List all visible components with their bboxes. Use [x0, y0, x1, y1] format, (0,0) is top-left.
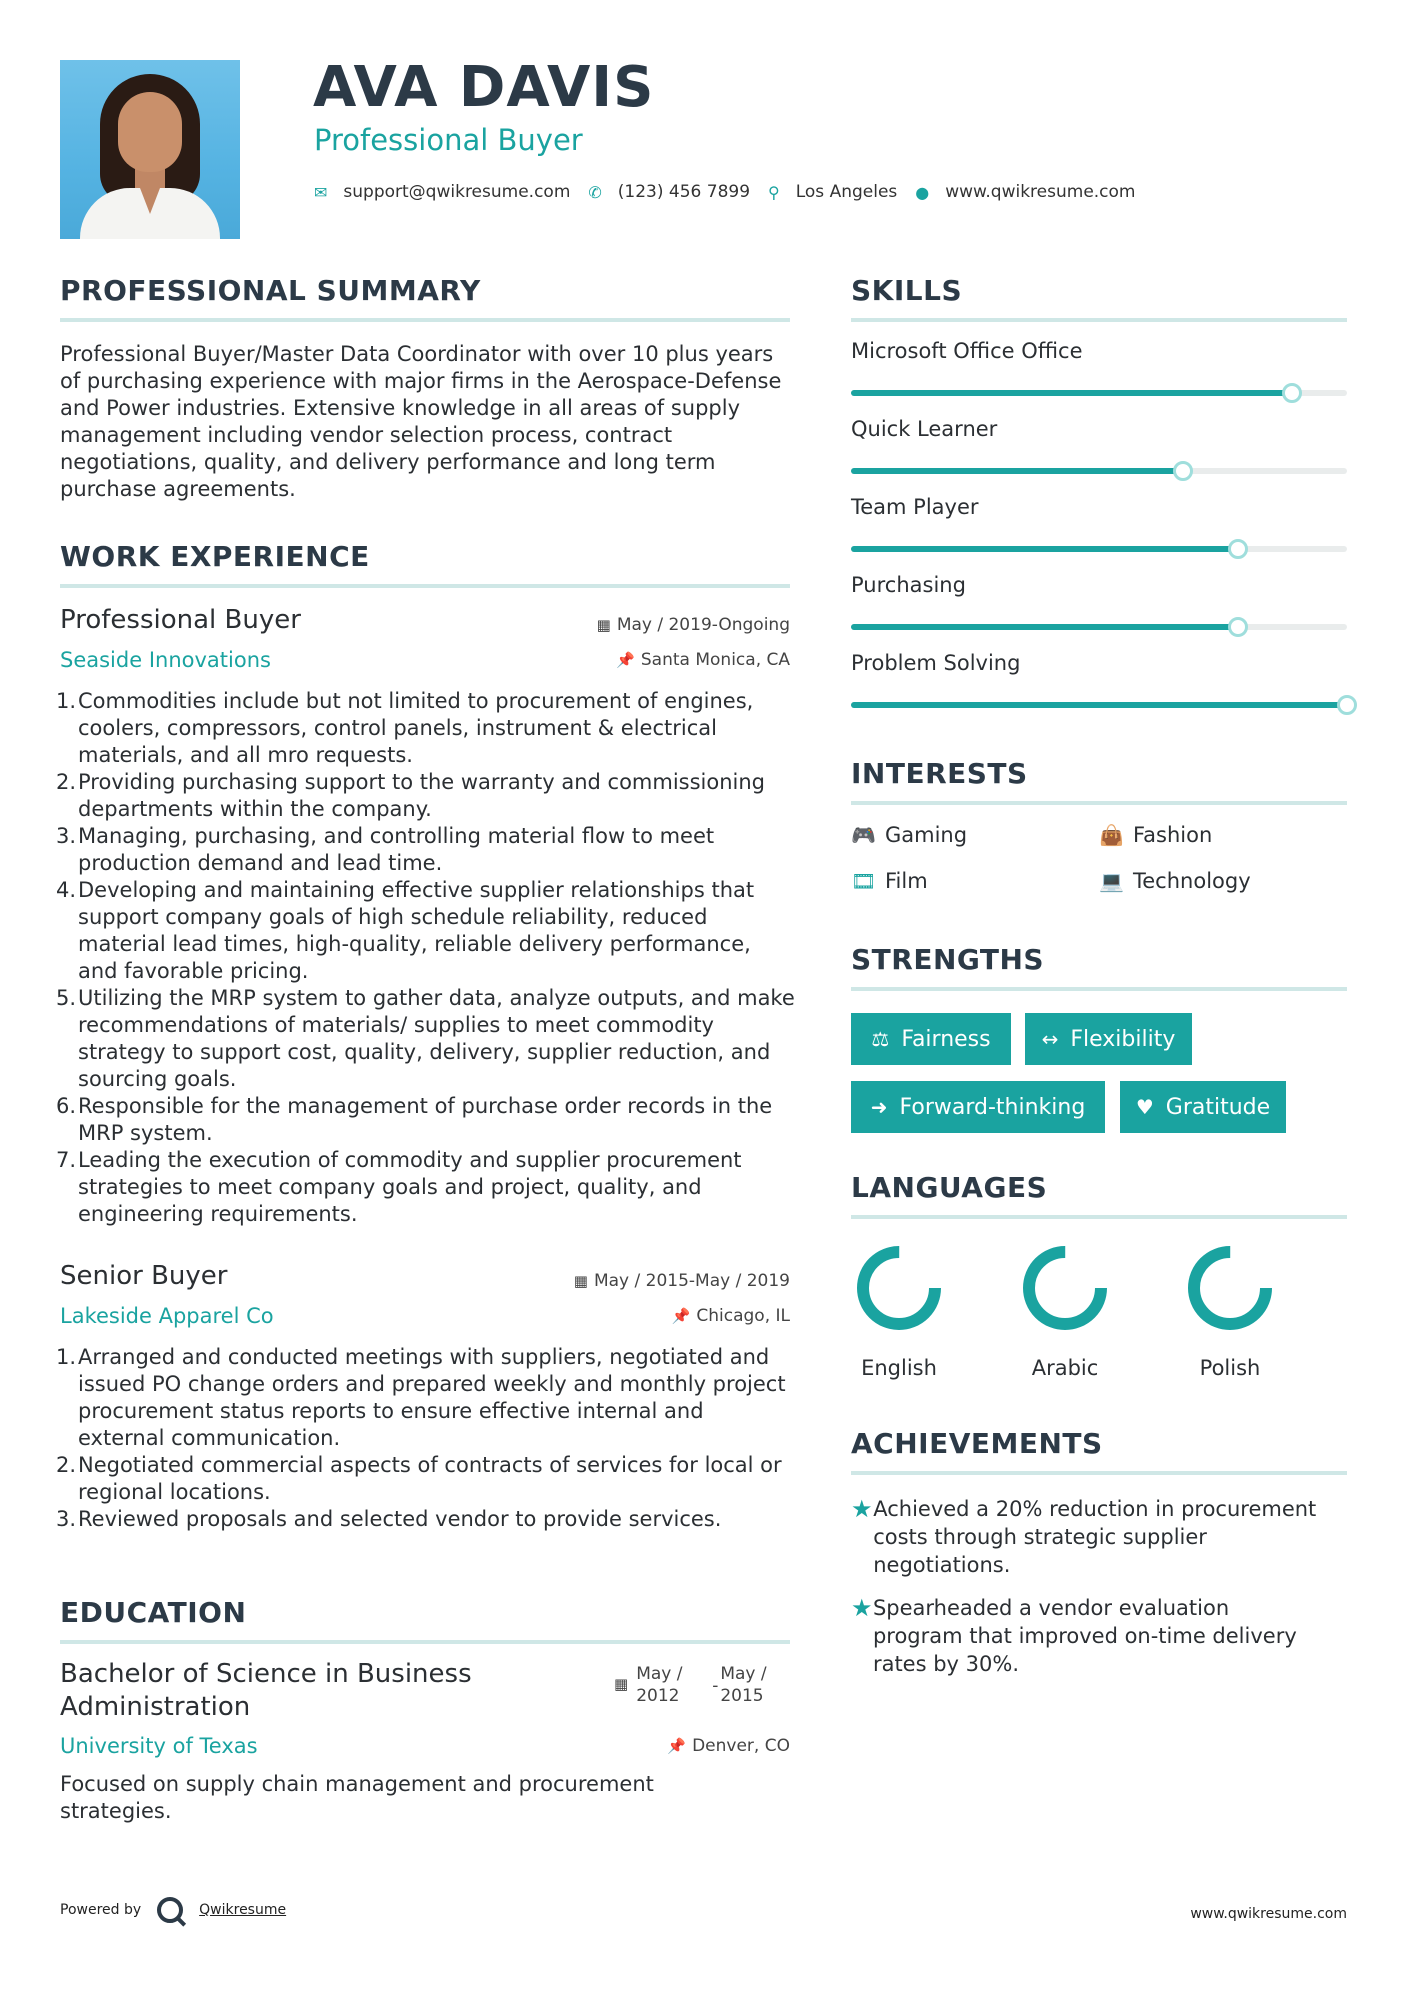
skill-label: Team Player [851, 495, 979, 519]
skills-divider [851, 318, 1347, 322]
education-divider [60, 1640, 790, 1644]
strengths-heading: STRENGTHS [851, 943, 1045, 976]
interest-item: 🎞 Film [851, 869, 928, 893]
balance-scale-icon: ⚖ [871, 1027, 890, 1051]
interests-divider [851, 801, 1347, 805]
interest-item: 🎮 Gaming [851, 823, 968, 847]
list-item: 2. Negotiated commercial aspects of contracts of services for local or regional locations. [55, 1453, 782, 1504]
skill-fill [851, 468, 1183, 474]
job-2-dates: May / 2015-May / 2019 [593, 1271, 790, 1291]
contact-email[interactable]: support@qwikresume.com [343, 182, 571, 202]
skill-label: Problem Solving [851, 651, 1021, 675]
skills-heading: SKILLS [851, 274, 963, 307]
contact-website[interactable]: www.qwikresume.com [945, 182, 1136, 202]
job-2-company: Lakeside Apparel Co [60, 1304, 274, 1328]
pin-icon: 📌 [667, 1737, 687, 1755]
education-description: Focused on supply chain management and procurement strategies. [60, 1772, 654, 1823]
languages-divider [851, 1215, 1347, 1219]
contact-phone[interactable]: (123) 456 7899 [617, 182, 751, 202]
education-end: May / 2015 [720, 1664, 767, 1706]
skill-fill [851, 702, 1347, 708]
list-item: 3. Reviewed proposals and selected vendor to provide services. [55, 1507, 722, 1531]
job-1-title: Professional Buyer [60, 605, 301, 635]
job-2-location: Chicago, IL [696, 1306, 790, 1326]
envelope-icon: ✉ [314, 182, 328, 202]
candidate-name: AVA DAVIS [313, 55, 655, 120]
language-ring [1182, 1240, 1278, 1336]
job-2-title: Senior Buyer [60, 1261, 228, 1291]
map-marker-icon: ⚲ [768, 182, 780, 202]
star-icon: ★ [851, 1495, 873, 1523]
language-item [1174, 1240, 1286, 1380]
pin-icon: 📌 [671, 1307, 691, 1325]
skill-knob [1282, 383, 1302, 403]
list-item: 5. Utilizing the MRP system to gather data, analyze outputs, and make recommendations of materials/ supplies to meet commodity strategy to support cost, quality, delivery, supplier reduction, and sourcing goals. [55, 986, 795, 1091]
film-icon: 🎞 [851, 869, 877, 893]
arrows-horizontal-icon: ↔ [1041, 1027, 1059, 1051]
skill-track [851, 390, 1347, 396]
job-2-bullets [55, 1344, 795, 1533]
strength-tag: ⚖ Fairness [851, 1013, 1011, 1065]
job-1-dates: May / 2019-Ongoing [616, 615, 790, 635]
work-divider [60, 584, 790, 588]
language-ring [1017, 1240, 1113, 1336]
skill-fill [851, 390, 1292, 396]
degree-title: Bachelor of Science in Business Administration [60, 1659, 472, 1722]
strengths-divider [851, 987, 1347, 991]
gamepad-icon: 🎮 [851, 823, 876, 847]
footer-brand-link[interactable]: Qwikresume [199, 1902, 287, 1918]
list-item: 3. Managing, purchasing, and controlling material flow to meet production demand and lead time. [55, 824, 715, 875]
work-heading: WORK EXPERIENCE [60, 540, 370, 573]
language-item [843, 1240, 955, 1380]
candidate-title: Professional Buyer [314, 123, 583, 157]
interest-item: 💻 Technology [1099, 869, 1251, 893]
language-label: Polish [1199, 1356, 1261, 1380]
footer-website[interactable]: www.qwikresume.com [1190, 1906, 1347, 1922]
education-start: May / 2012 [636, 1664, 683, 1706]
languages-heading: LANGUAGES [851, 1171, 1048, 1204]
skill-track [851, 546, 1347, 552]
school-name: University of Texas [60, 1734, 258, 1758]
pin-icon: 📌 [616, 651, 635, 669]
shopping-bag-icon: 👜 [1099, 823, 1124, 847]
contact-location: Los Angeles [795, 182, 898, 202]
list-item: 1. Arranged and conducted meetings with suppliers, negotiated and issued PO change orders and prepared weekly and monthly project procurement status reports to ensure effective internal and external communication. [55, 1345, 786, 1450]
skill-knob [1228, 539, 1248, 559]
laptop-icon: 💻 [1099, 869, 1124, 893]
skill-fill [851, 624, 1238, 630]
language-label: English [861, 1356, 937, 1380]
phone-icon: ✆ [588, 182, 602, 202]
list-item: 4. Developing and maintaining effective supplier relationships that support company goals of high schedule reliability, reduced material lead times, high-quality, reliable delivery performance, and favorable pricing. [55, 878, 755, 983]
profile-photo [60, 60, 240, 239]
language-item [1009, 1240, 1121, 1380]
list-item: 1. Commodities include but not limited to procurement of engines, coolers, compressors, control panels, instrument & electrical materials, and all mro requests. [55, 689, 754, 767]
arrow-right-icon: ➜ [870, 1095, 888, 1119]
achievements-divider [851, 1471, 1347, 1475]
language-label: Arabic [1031, 1356, 1099, 1380]
job-1-location: Santa Monica, CA [640, 650, 790, 670]
education-dates: ▦ May / 2012 - May / 2015 [614, 1663, 776, 1707]
job-1-location-row [616, 650, 790, 670]
contact-bar [314, 178, 1154, 206]
skill-knob [1173, 461, 1193, 481]
list-item: 2. Providing purchasing support to the warranty and commissioning departments within the company. [55, 770, 766, 821]
list-item: 6. Responsible for the management of purchase order records in the MRP system. [55, 1094, 773, 1145]
summary-divider [60, 318, 790, 322]
education-location-row [667, 1736, 790, 1756]
strength-tag: ➜ Forward-thinking [851, 1081, 1105, 1133]
language-ring [851, 1240, 947, 1336]
skill-track [851, 624, 1347, 630]
interests-heading: INTERESTS [851, 757, 1028, 790]
job-2-dates-row [574, 1271, 790, 1291]
strength-tag: ↔ Flexibility [1025, 1013, 1192, 1065]
calendar-icon: ▦ [596, 616, 611, 634]
star-icon: ★ [851, 1594, 873, 1622]
strength-tag: ♥ Gratitude [1120, 1081, 1286, 1133]
job-1-bullets [55, 688, 795, 1228]
job-1-dates-row [597, 615, 790, 635]
skill-label: Purchasing [851, 573, 966, 597]
globe-icon: ● [915, 182, 930, 202]
job-1-company: Seaside Innovations [60, 648, 271, 672]
list-item: 7. Leading the execution of commodity and supplier procurement strategies to meet company goals and project, quality, and engineering requirements. [55, 1148, 742, 1226]
heart-icon: ♥ [1135, 1095, 1154, 1119]
footer-powered-by: Powered by Qwikresume [60, 1897, 286, 1923]
job-2-location-row [672, 1306, 790, 1326]
education-location: Denver, CO [692, 1736, 790, 1756]
skill-knob [1337, 695, 1357, 715]
skill-label: Quick Learner [851, 417, 998, 441]
skill-track [851, 702, 1347, 708]
achievements-heading: ACHIEVEMENTS [851, 1427, 1103, 1460]
interest-item: 👜 Fashion [1099, 823, 1213, 847]
education-heading: EDUCATION [60, 1596, 247, 1629]
skill-knob [1228, 617, 1248, 637]
qwikresume-logo-icon [157, 1897, 183, 1923]
skill-fill [851, 546, 1238, 552]
achievement-item: ★ Achieved a 20% reduction in procurement costs through strategic supplier negotiations. [851, 1495, 1317, 1577]
calendar-icon: ▦ [573, 1272, 588, 1290]
summary-heading: PROFESSIONAL SUMMARY [60, 274, 481, 307]
achievement-item: ★ Spearheaded a vendor evaluation program that improved on-time delivery rates by 30%. [851, 1594, 1297, 1676]
skill-label: Microsoft Office Office [851, 339, 1083, 363]
calendar-icon: ▦ [614, 1675, 629, 1693]
summary-text: Professional Buyer/Master Data Coordinator with over 10 plus years of purchasing experience with major firms in the Aerospace-Defense and Power industries. Extensive knowledge in all areas of supply management including vendor selection process, contract negotiations, quality, and delivery performance and long term purchase agreements. [60, 342, 782, 501]
skill-track [851, 468, 1347, 474]
